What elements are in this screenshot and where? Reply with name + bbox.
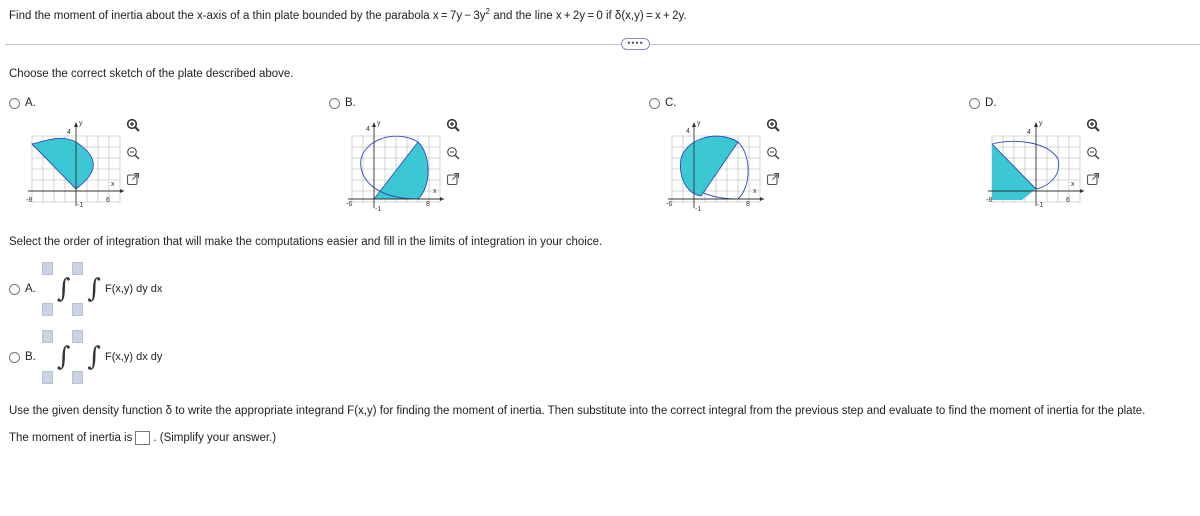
answer-input[interactable] (135, 431, 150, 445)
tick-label: 4 (686, 128, 690, 135)
tick-label: -1 (695, 206, 702, 213)
option-label: B. (25, 351, 36, 363)
axis-label-y: y (377, 120, 381, 127)
divider (5, 44, 1200, 45)
option-label: A. (25, 97, 36, 109)
axis-label-x: x (753, 188, 757, 195)
lower-limit-inner-input[interactable] (72, 303, 83, 316)
open-new-window-icon[interactable] (126, 172, 140, 186)
more-options-button[interactable]: •••• (621, 38, 650, 50)
sketch-option-a[interactable] (9, 97, 36, 109)
tick-label: 4 (67, 129, 71, 136)
upper-limit-outer-input[interactable] (42, 262, 53, 275)
order-prompt: Select the order of integration that will make the computations easier and fill in the limits of integration in your choice. (9, 236, 603, 248)
tick-label: 8 (746, 201, 750, 208)
open-new-window-icon[interactable] (766, 172, 780, 186)
zoom-out-icon[interactable] (126, 146, 140, 160)
tick-label: 6 (1066, 197, 1070, 204)
sketch-option-d[interactable] (969, 97, 997, 109)
integrand-label: F(x,y) dx dy (104, 351, 163, 363)
open-new-window-icon[interactable] (1086, 172, 1100, 186)
tick-label: 4 (366, 126, 370, 133)
order-option-b[interactable] (9, 330, 162, 384)
tick-label: -8 (26, 197, 33, 204)
zoom-out-icon[interactable] (446, 146, 460, 160)
sketch-c-graph (666, 114, 766, 214)
answer-line (9, 431, 276, 445)
tick-label: -8 (986, 197, 993, 204)
radio-button[interactable] (969, 98, 980, 109)
axis-label-x: x (111, 181, 115, 188)
zoom-in-icon[interactable] (446, 118, 460, 132)
axis-label-y: y (79, 120, 83, 127)
lower-limit-inner-input[interactable] (72, 371, 83, 384)
tick-label: 8 (426, 201, 430, 208)
zoom-in-icon[interactable] (1086, 118, 1100, 132)
zoom-out-icon[interactable] (1086, 146, 1100, 160)
zoom-out-icon[interactable] (766, 146, 780, 160)
sketch-a-graph (26, 114, 126, 214)
tick-label: -6 (346, 201, 353, 208)
sketch-b-graph (346, 114, 446, 214)
sketch-option-c[interactable] (649, 97, 677, 109)
radio-button[interactable] (9, 98, 20, 109)
axis-label-x: x (1071, 181, 1075, 188)
option-label: B. (345, 97, 356, 109)
radio-button[interactable] (9, 352, 20, 363)
radio-button[interactable] (329, 98, 340, 109)
lower-limit-outer-input[interactable] (42, 303, 53, 316)
integral-sign: ∫ (56, 342, 71, 372)
axis-label-y: y (1039, 120, 1043, 127)
open-new-window-icon[interactable] (446, 172, 460, 186)
option-label: C. (665, 97, 677, 109)
double-integral-a (42, 262, 163, 316)
sketch-option-b[interactable] (329, 97, 356, 109)
integral-sign: ∫ (87, 274, 101, 304)
answer-suffix: . (Simplify your answer.) (153, 432, 277, 444)
upper-limit-inner-input[interactable] (72, 262, 83, 275)
radio-button[interactable] (9, 284, 20, 295)
axis-label-x: x (433, 188, 437, 195)
density-prompt: Use the given density function δ to write the appropriate integrand F(x,y) for finding the moment of inertia. Then substitute into the correct integral from the previous step and evaluate to find the moment of inertia for the plate. (9, 405, 1146, 417)
tick-label: 4 (1027, 129, 1031, 136)
zoom-in-icon[interactable] (766, 118, 780, 132)
sketch-prompt: Choose the correct sketch of the plate described above. (9, 68, 294, 80)
integrand-label: F(x,y) dy dx (104, 283, 163, 295)
upper-limit-inner-input[interactable] (72, 330, 83, 343)
question-text: Find the moment of inertia about the x-axis of a thin plate bounded by the parabola $x = 7y - 3y^2$ and the line x + 2y = 0 if δ(x,y) = x + 2y. (9, 7, 687, 22)
tick-label: -1 (77, 202, 84, 209)
zoom-in-icon[interactable] (126, 118, 140, 132)
option-label: A. (25, 283, 36, 295)
order-option-a[interactable] (9, 262, 162, 316)
tick-label: -6 (666, 201, 673, 208)
integral-sign: ∫ (56, 274, 71, 304)
integral-sign: ∫ (87, 342, 101, 372)
lower-limit-outer-input[interactable] (42, 371, 53, 384)
double-integral-b (42, 330, 163, 384)
upper-limit-outer-input[interactable] (42, 330, 53, 343)
sketch-d-graph (986, 114, 1086, 214)
option-label: D. (985, 97, 997, 109)
answer-prefix: The moment of inertia is (9, 432, 133, 444)
tick-label: -1 (375, 206, 382, 213)
tick-label: -1 (1037, 202, 1044, 209)
tick-label: 6 (106, 197, 110, 204)
axis-label-y: y (697, 120, 701, 127)
radio-button[interactable] (649, 98, 660, 109)
